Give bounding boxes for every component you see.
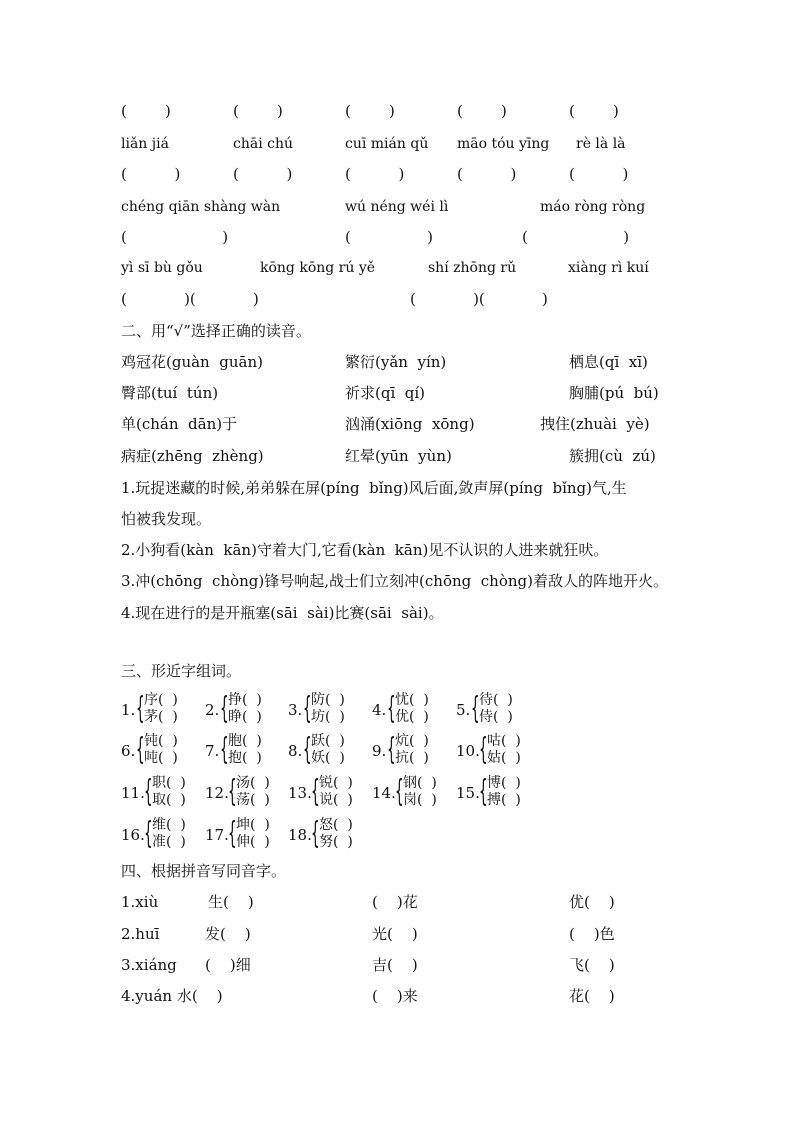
pair-rows (236, 817, 270, 851)
pair-rows (311, 733, 345, 767)
answer-blank[interactable]: ( ) (569, 165, 629, 183)
brace-icon: { (471, 691, 480, 726)
item-number: 2. (205, 701, 220, 719)
brace-icon: { (136, 691, 145, 726)
pronunciation-choice[interactable]: 栖息(qī xī) (569, 353, 648, 371)
item-number: 6. (121, 742, 136, 760)
homophone-blank[interactable]: ( )色 (569, 925, 615, 943)
pair-character[interactable]: 坤( ) (236, 817, 270, 833)
answer-blank[interactable]: ( ) (121, 228, 229, 246)
item-number: 4. (372, 701, 387, 719)
word-pair-item[interactable] (288, 692, 368, 726)
word-pair-item[interactable] (205, 733, 285, 767)
word-pair-item[interactable] (372, 775, 452, 809)
pinyin-prompt: liǎn jiá (121, 136, 169, 152)
brace-icon: { (395, 774, 404, 809)
section3-title: 三、形近字组词。 (121, 662, 242, 680)
pair-character[interactable]: 防( ) (311, 692, 345, 708)
sentence-item[interactable]: 4.现在进行的是开瓶塞(sāi sài)比赛(sāi sài)。 (121, 604, 444, 622)
pinyin-prompt: xiàng rì kuí (568, 260, 649, 276)
pinyin-prompt: chāi chú (233, 136, 294, 152)
answer-blank[interactable]: ( ) (233, 165, 293, 183)
answer-blank[interactable]: ( ) (121, 165, 181, 183)
brace-icon: { (311, 774, 320, 809)
pair-character[interactable]: 荡( ) (236, 792, 270, 808)
pinyin-prompt: máo ròng ròng (540, 199, 646, 215)
pair-character[interactable]: 妖( ) (311, 750, 345, 766)
pronunciation-choice[interactable]: 红晕(yūn yùn) (345, 447, 452, 465)
sentence-item[interactable]: 3.冲(chōng chòng)锋号响起,战士们立刻冲(chōng chòng)着敌人的阵地开火。 (121, 572, 668, 590)
brace-icon: { (387, 732, 396, 767)
pair-character[interactable]: 搏( ) (487, 792, 521, 808)
pair-character[interactable]: 茅( ) (144, 709, 178, 725)
brace-icon: { (220, 732, 229, 767)
pair-rows (479, 692, 513, 726)
homophone-blank[interactable]: 优( ) (569, 893, 615, 911)
answer-blank[interactable]: ( ) (345, 102, 395, 120)
pair-character[interactable]: 取( ) (152, 792, 186, 808)
brace-icon: { (311, 816, 320, 851)
answer-blank[interactable]: ( ) (345, 165, 405, 183)
section2-title: 二、用“√”选择正确的读音。 (121, 322, 311, 340)
item-number: 5. (456, 701, 471, 719)
pair-character[interactable]: 炕( ) (395, 733, 429, 749)
item-number: 7. (205, 742, 220, 760)
word-pair-item[interactable] (372, 733, 452, 767)
pinyin-prompt: chéng qiān shàng wàn (121, 199, 281, 215)
homophone-blank[interactable]: 1.xiù (121, 893, 159, 911)
pair-character[interactable]: 岗( ) (403, 792, 437, 808)
pair-character[interactable]: 伸( ) (236, 834, 270, 850)
pronunciation-choice[interactable]: 单(chán dān)于 (121, 415, 238, 433)
homophone-blank[interactable]: 吉( ) (372, 956, 418, 974)
homophone-blank[interactable]: 3.xiáng (121, 956, 177, 974)
sentence-item[interactable]: 怕被我发现。 (121, 510, 212, 528)
homophone-blank[interactable]: 飞( ) (569, 956, 615, 974)
homophone-blank[interactable]: 2.huī (121, 925, 160, 943)
pair-rows (395, 733, 429, 767)
word-pair-item[interactable] (205, 692, 285, 726)
pair-rows (144, 692, 178, 726)
pronunciation-choice[interactable]: 簇拥(cù zú) (569, 447, 656, 465)
pair-character[interactable]: 维( ) (152, 817, 186, 833)
pair-character[interactable]: 待( ) (479, 692, 513, 708)
pinyin-prompt: rè là là (576, 136, 626, 152)
pair-character[interactable]: 抗( ) (395, 750, 429, 766)
pair-rows (487, 733, 521, 767)
brace-icon: { (144, 774, 153, 809)
pair-rows (144, 733, 178, 767)
pair-character[interactable]: 准( ) (152, 834, 186, 850)
item-number: 12. (205, 784, 229, 802)
pair-character[interactable]: 抱( ) (228, 750, 262, 766)
pair-character[interactable]: 忧( ) (395, 692, 429, 708)
pair-character[interactable]: 努( ) (319, 834, 353, 850)
word-pair-item[interactable] (456, 692, 536, 726)
answer-blank[interactable]: ( ) (121, 102, 171, 120)
pair-rows (228, 733, 262, 767)
pronunciation-choice[interactable]: 祈求(qī qí) (345, 384, 426, 402)
item-number: 13. (288, 784, 312, 802)
answer-blank[interactable]: ( ) (522, 228, 630, 246)
brace-icon: { (479, 774, 488, 809)
homophone-blank[interactable]: 4.yuán 水( ) (121, 987, 223, 1005)
pair-character[interactable]: 坊( ) (311, 709, 345, 725)
pronunciation-choice[interactable]: 臀部(tuí tún) (121, 384, 219, 402)
pair-rows (152, 817, 186, 851)
sentence-item[interactable]: 1.玩捉迷藏的时候,弟弟躲在屏(píng bǐng)风后面,敛声屏(píng bǐng)气,生 (121, 479, 627, 497)
word-pair-item[interactable] (205, 817, 285, 851)
item-number: 17. (205, 826, 229, 844)
pair-rows (319, 817, 353, 851)
answer-blank[interactable]: ( ) (457, 102, 507, 120)
brace-icon: { (136, 732, 145, 767)
pair-character[interactable]: 说( ) (319, 792, 353, 808)
pair-character[interactable]: 博( ) (487, 775, 521, 791)
pair-character[interactable]: 姑( ) (487, 750, 521, 766)
brace-icon: { (228, 816, 237, 851)
homophone-blank[interactable]: 生( ) (208, 893, 254, 911)
word-pair-item[interactable] (121, 775, 201, 809)
pronunciation-choice[interactable]: 汹涌(xiōng xōng) (345, 415, 475, 433)
homophone-blank[interactable]: ( )来 (372, 987, 418, 1005)
item-number: 11. (121, 784, 145, 802)
pronunciation-choice[interactable]: 繁衍(yǎn yín) (345, 353, 447, 371)
item-number: 14. (372, 784, 396, 802)
pair-rows (395, 692, 429, 726)
word-pair-item[interactable] (288, 817, 368, 851)
pair-character[interactable]: 怒( ) (319, 817, 353, 833)
item-number: 10. (456, 742, 480, 760)
pair-character[interactable]: 序( ) (144, 692, 178, 708)
homophone-blank[interactable]: 光( ) (372, 925, 418, 943)
pair-character[interactable]: 钝( ) (144, 733, 178, 749)
answer-blank[interactable]: ( ) (457, 165, 517, 183)
word-pair-item[interactable] (372, 692, 452, 726)
pair-rows (403, 775, 437, 809)
sentence-item[interactable]: 2.小狗看(kàn kān)守着大门,它看(kàn kān)见不认识的人进来就狂吠。 (121, 541, 609, 559)
answer-blank[interactable]: ( ) (233, 102, 283, 120)
pinyin-prompt: yì sī bù gǒu (121, 260, 203, 276)
brace-icon: { (303, 691, 312, 726)
word-pair-item[interactable] (121, 692, 201, 726)
item-number: 16. (121, 826, 145, 844)
item-number: 9. (372, 742, 387, 760)
pair-character[interactable]: 跃( ) (311, 733, 345, 749)
pronunciation-choice[interactable]: 胸脯(pú bú) (569, 384, 659, 402)
homophone-blank[interactable]: 花( ) (569, 987, 615, 1005)
brace-icon: { (479, 732, 488, 767)
homophone-blank[interactable]: 发( ) (205, 925, 251, 943)
pair-character[interactable]: 锐( ) (319, 775, 353, 791)
pair-rows (319, 775, 353, 809)
pair-character[interactable]: 咕( ) (487, 733, 521, 749)
item-number: 3. (288, 701, 303, 719)
pair-character[interactable]: 吨( ) (144, 750, 178, 766)
pair-character[interactable]: 侍( ) (479, 709, 513, 725)
word-pair-item[interactable] (456, 775, 536, 809)
pair-character[interactable]: 职( ) (152, 775, 186, 791)
pair-character[interactable]: 优( ) (395, 709, 429, 725)
word-pair-item[interactable] (121, 733, 201, 767)
word-pair-item[interactable] (456, 733, 536, 767)
item-number: 18. (288, 826, 312, 844)
homophone-blank[interactable]: ( )花 (372, 893, 418, 911)
brace-icon: { (303, 732, 312, 767)
pronunciation-choice[interactable]: 拽住(zhuài yè) (540, 415, 650, 433)
answer-blank[interactable]: ( ) (345, 228, 433, 246)
pair-rows (152, 775, 186, 809)
pair-character[interactable]: 汤( ) (236, 775, 270, 791)
word-pair-item[interactable] (288, 733, 368, 767)
pinyin-prompt: cuī mián qǔ (345, 136, 429, 152)
word-pair-item[interactable] (121, 817, 201, 851)
brace-icon: { (228, 774, 237, 809)
item-number: 8. (288, 742, 303, 760)
brace-icon: { (144, 816, 153, 851)
pair-rows (487, 775, 521, 809)
pair-rows (228, 692, 262, 726)
answer-blank[interactable]: ( ) (569, 102, 619, 120)
section4-title: 四、根据拼音写同音字。 (121, 862, 287, 880)
pronunciation-choice[interactable]: 鸡冠花(guàn guān) (121, 353, 263, 371)
pair-character[interactable]: 挣( ) (228, 692, 262, 708)
pair-character[interactable]: 睁( ) (228, 709, 262, 725)
pair-rows (311, 692, 345, 726)
pinyin-prompt: kōng kōng rú yě (260, 260, 376, 276)
brace-icon: { (220, 691, 229, 726)
pinyin-prompt: shí zhōng rǔ (428, 260, 517, 276)
answer-blank[interactable]: ( )( ) (121, 290, 259, 308)
pair-character[interactable]: 胞( ) (228, 733, 262, 749)
homophone-blank[interactable]: ( )细 (205, 956, 251, 974)
pinyin-prompt: wú néng wéi lì (345, 199, 449, 215)
pinyin-prompt: māo tóu yīng (457, 136, 550, 152)
pair-rows (236, 775, 270, 809)
word-pair-item[interactable] (288, 775, 368, 809)
brace-icon: { (387, 691, 396, 726)
pair-character[interactable]: 钢( ) (403, 775, 437, 791)
pronunciation-choice[interactable]: 病症(zhēng zhèng) (121, 447, 264, 465)
item-number: 15. (456, 784, 480, 802)
word-pair-item[interactable] (205, 775, 285, 809)
item-number: 1. (121, 701, 136, 719)
answer-blank[interactable]: ( )( ) (410, 290, 548, 308)
